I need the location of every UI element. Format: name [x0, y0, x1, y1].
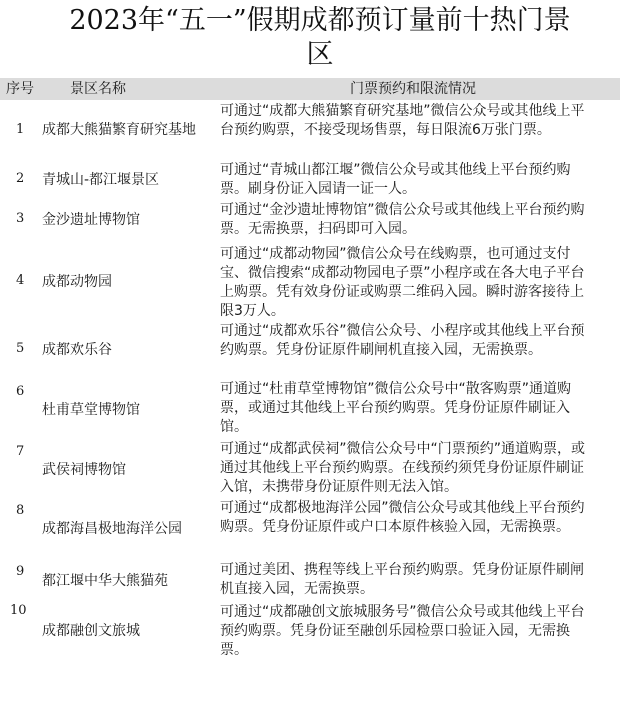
table-header: [0, 78, 620, 100]
attraction-name: 杜甫草堂博物馆: [42, 402, 140, 418]
ticket-info: 可通过“成都武侯祠”微信公众号中“门票预约”通道购票，或通过其他线上平台预约购票。在线预约须凭身份证原件刷证入馆，未携带身份证原件则无法入馆。: [220, 441, 586, 495]
table-row: [0, 161, 620, 199]
attraction-name: 武侯祠博物馆: [42, 462, 126, 478]
ticket-info: 可通过“成都动物园”微信公众号在线购票，也可通过支付宝、微信搜索“成都动物园电子票”小程序或在各大电子平台上购票。凭有效身份证或购票二维码入园。瞬时游客接待上限3万人。: [220, 246, 585, 319]
attraction-name: 成都海昌极地海洋公园: [42, 521, 182, 537]
row-number: 8: [16, 503, 25, 518]
attraction-name: 金沙遗址博物馆: [42, 212, 140, 228]
ticket-info: 可通过“成都大熊猫繁育研究基地”微信公众号或其他线上平台预约购票，不接受现场售票，每日限流6万张门票。: [220, 103, 585, 138]
attraction-name: 成都动物园: [42, 274, 112, 290]
row-number: 9: [16, 564, 25, 579]
ticket-info: 可通过“成都欢乐谷”微信公众号、小程序或其他线上平台预约购票。凭身份证原件刷闸机直接入园，无需换票。: [220, 323, 585, 358]
header-no: 序号: [6, 81, 34, 97]
page-title-line2: 区: [306, 39, 334, 70]
table-row: [0, 499, 620, 556]
row-number: 5: [16, 341, 25, 356]
row-number: 2: [16, 171, 25, 186]
table-row: [0, 561, 620, 599]
ticket-info: 可通过“青城山都江堰”微信公众号或其他线上平台预约购票。刷身份证入园请一证一人。: [220, 162, 571, 197]
table-row: [0, 102, 620, 158]
page-title-line1: 2023年“五一”假期成都预订量前十热门景: [69, 5, 571, 36]
table-row: [0, 440, 620, 497]
ticket-info: 可通过“金沙遗址博物馆”微信公众号或其他线上平台预约购票。无需换票，扫码即可入园。: [220, 202, 585, 237]
attraction-name: 成都欢乐谷: [42, 342, 112, 358]
row-number: 4: [16, 273, 25, 288]
attraction-name: 都江堰中华大熊猫苑: [42, 573, 168, 589]
row-number: 7: [16, 444, 25, 459]
attraction-name: 青城山-都江堰景区: [42, 172, 160, 188]
ticket-info: 可通过“杜甫草堂博物馆”微信公众号中“散客购票”通道购票，或通过其他线上平台预约购票。凭身份证原件刷证入馆。: [220, 381, 572, 435]
row-number: 6: [16, 384, 25, 399]
ticket-info: 可通过“成都极地海洋公园”微信公众号或其他线上平台预约购票。凭身份证原件或户口本原件核验入园，无需换票。: [220, 500, 585, 535]
row-number: 1: [16, 122, 25, 137]
table-row: [0, 603, 620, 660]
table-row: [0, 245, 620, 321]
row-number: 3: [16, 211, 25, 226]
ticket-info: 可通过“成都融创文旅城服务号”微信公众号或其他线上平台预约购票。凭身份证至融创乐园检票口验证入园，无需换票。: [220, 604, 585, 658]
attraction-name: 成都融创文旅城: [42, 623, 140, 639]
row-number: 10: [10, 603, 27, 618]
header-info: 门票预约和限流情况: [350, 81, 476, 97]
header-name: 景区名称: [70, 81, 126, 97]
page-title: [0, 4, 640, 72]
table-row: [0, 201, 620, 239]
attraction-name: 成都大熊猫繁育研究基地: [42, 122, 196, 138]
ticket-info: 可通过美团、携程等线上平台预约购票。凭身份证原件刷闸机直接入园，无需换票。: [220, 562, 584, 597]
table-row: [0, 380, 620, 437]
table-row: [0, 322, 620, 379]
